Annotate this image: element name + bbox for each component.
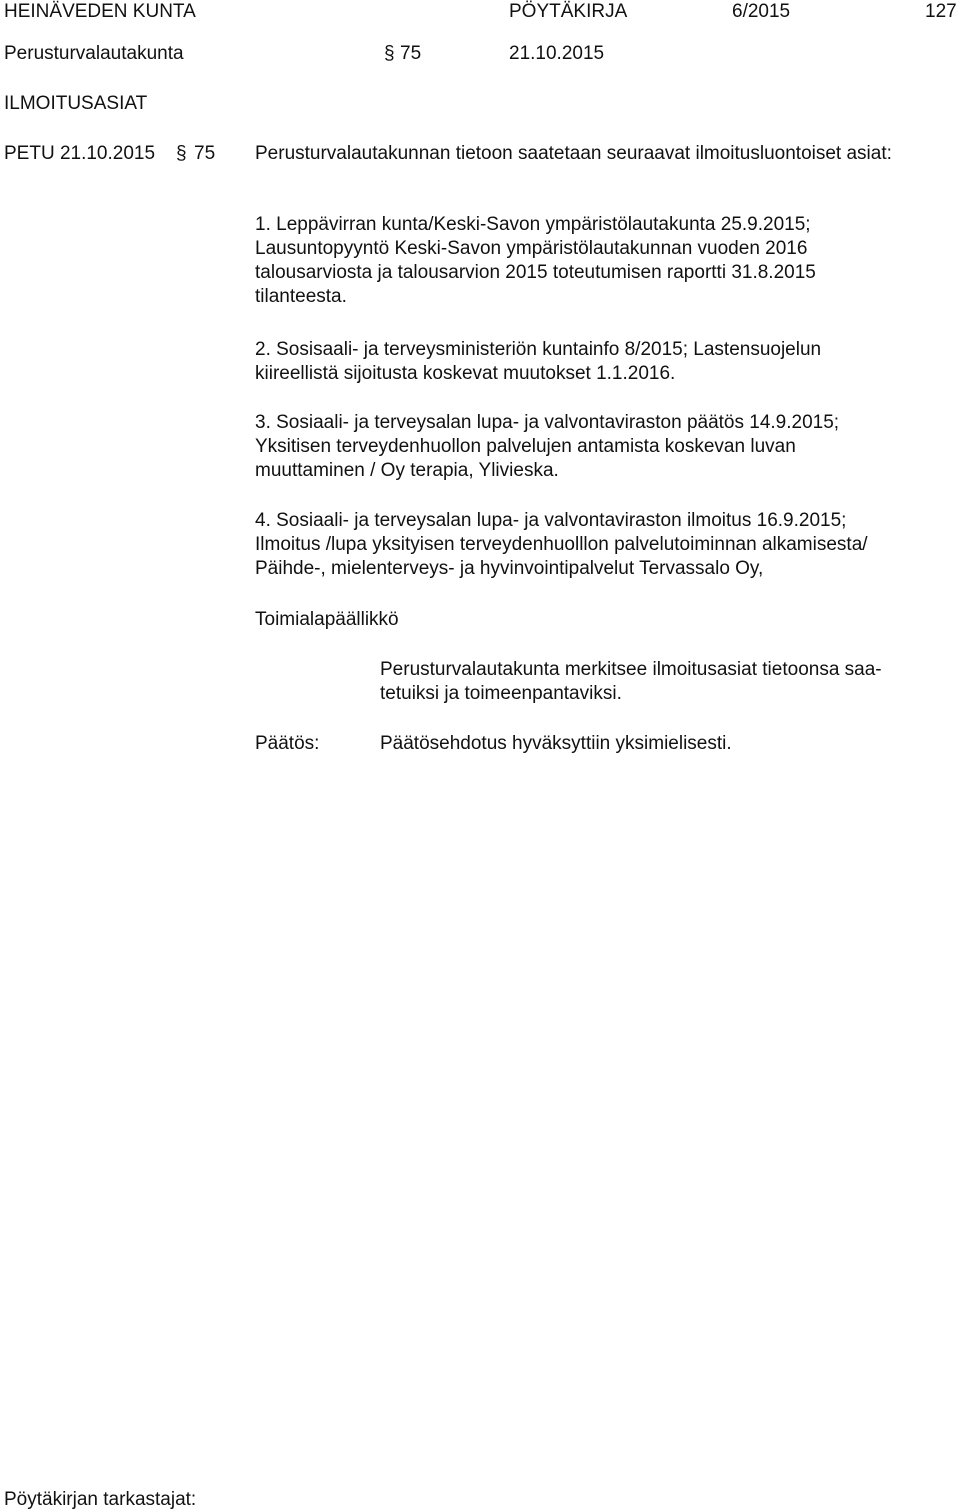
item-line: Päihde-, mielenterveys- ja hyvinvointipalvelut Tervassalo Oy,: [255, 558, 764, 579]
issue-number: 6/2015: [732, 1, 791, 22]
item-line: 1. Leppävirran kunta/Keski-Savon ympäristölautakunta 25.9.2015;: [255, 214, 811, 235]
proposal-line: tetuiksi ja toimeenpantaviksi.: [380, 683, 622, 704]
item-line: 2. Sosisaali- ja terveysministeriön kuntainfo 8/2015; Lastensuojelun: [255, 339, 822, 360]
item-line: 3. Sosiaali- ja terveysalan lupa- ja valvontaviraston päätös 14.9.2015;: [255, 412, 840, 433]
section-symbol: §: [384, 43, 395, 64]
section-number: 75: [400, 43, 422, 64]
item-line: kiireellistä sijoitusta koskevat muutokset 1.1.2016.: [255, 363, 676, 384]
proposal-line: Perusturvalautakunta merkitsee ilmoitusasiat tietoonsa saa-: [380, 659, 882, 680]
board-name: Perusturvalautakunta: [4, 43, 184, 64]
proposer-label: Toimialapäällikkö: [255, 609, 399, 630]
item-line: tilanteesta.: [255, 286, 347, 307]
reference-section-symbol: §: [176, 143, 187, 164]
item-line: Ilmoitus /lupa yksityisen terveydenhuolllon palvelutoiminnan alkamisesta/: [255, 534, 868, 555]
item-line: muuttaminen / Oy terapia, Ylivieska.: [255, 460, 559, 481]
decision-text: Päätösehdotus hyväksyttiin yksimielisesti.: [380, 733, 732, 754]
meeting-date: 21.10.2015: [509, 43, 605, 64]
list-item: [255, 213, 816, 309]
page-number: 127: [925, 1, 957, 22]
reference-text: PETU 21.10.2015: [4, 143, 156, 164]
item-line: talousarviosta ja talousarvion 2015 toteutumisen raportti 31.8.2015: [255, 262, 816, 283]
proposal-text: [380, 658, 882, 706]
reference-section-number: 75: [194, 143, 216, 164]
list-item: [255, 338, 821, 386]
document-type: PÖYTÄKIRJA: [509, 1, 628, 22]
list-item: [255, 411, 839, 483]
list-item: [255, 509, 868, 581]
item-line: Yksitisen terveydenhuollon palvelujen antamista koskevan luvan: [255, 436, 796, 457]
item-line: Lausuntopyyntö Keski-Savon ympäristölautakunnan vuoden 2016: [255, 238, 808, 259]
municipality-name: HEINÄVEDEN KUNTA: [4, 1, 196, 22]
intro-text: Perusturvalautakunnan tietoon saatetaan seuraavat ilmoitusluontoiset asiat:: [255, 143, 892, 164]
item-line: 4. Sosiaali- ja terveysalan lupa- ja valvontaviraston ilmoitus 16.9.2015;: [255, 510, 847, 531]
footer-label: Pöytäkirjan tarkastajat:: [4, 1489, 197, 1510]
page-title: ILMOITUSASIAT: [4, 93, 148, 114]
decision-label: Päätös:: [255, 733, 320, 754]
